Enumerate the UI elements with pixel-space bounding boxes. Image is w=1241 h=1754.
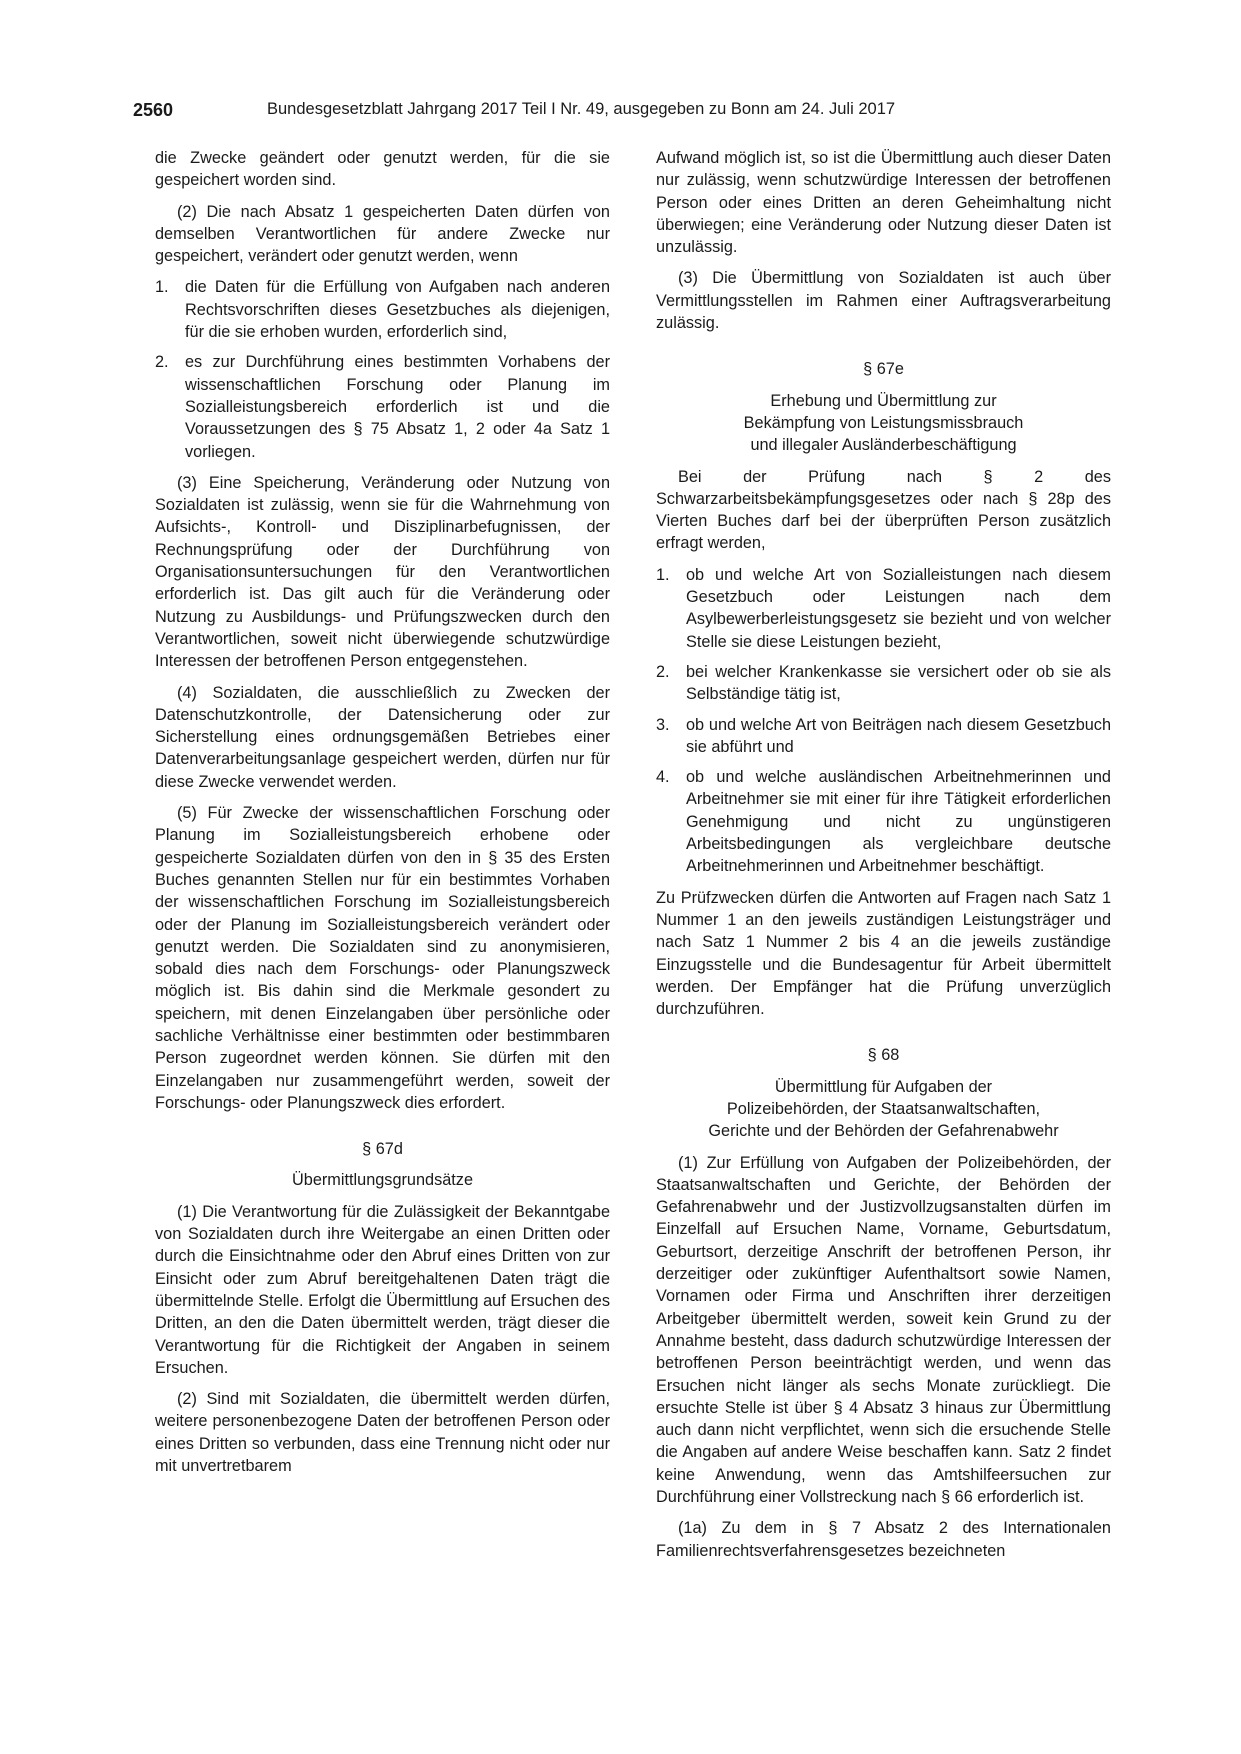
paragraph-continuation: Aufwand möglich ist, so ist die Übermittlung auch dieser Daten nur zulässig, wenn schutzwürdige Interessen der betroffenen Person oder eines Dritten an deren Geheimhaltung nicht überwiegen; eine Veränderung oder Nutzung dieser Daten ist unzulässig.: [656, 149, 1111, 257]
paragraph-67d-3: (3) Die Übermittlung von Sozialdaten ist auch über Vermittlungsstellen im Rahmen einer Auftragsverarbeitung zulässig.: [656, 269, 1111, 333]
paragraph-67e-closing: Zu Prüfzwecken dürfen die Antworten auf Fragen nach Satz 1 Nummer 1 an den jeweils zuständigen Leistungsträger und nach Satz 1 Nummer 2 bis 4 an die jeweils zuständige Einzugsstelle und die Bundesagentur für Arbeit übermittelt werden. Der Empfänger hat die Prüfung unverzüglich durchzuführen.: [656, 888, 1111, 1019]
list-item: [656, 714, 1111, 759]
list-item-text: ob und welche Art von Sozialleistungen nach diesem Gesetzbuch oder Leistungen nach dem Asylbewerberleistungsgesetz sie bezieht und von welcher Stelle sie diese Leistungen bezieht,: [686, 565, 1111, 651]
paragraph-68-1: (1) Zur Erfüllung von Aufgaben der Polizeibehörden, der Staatsanwaltschaften und Gerichte, der Behörden der Gefahrenabwehr und der Justizvollzugsanstalten dürfen im Einzelfall auf Ersuchen Name, Vorname, Geburtsdatum, Geburtsort, derzeitige Anschrift der betroffenen Person, ihr derzeitiger oder zukünftiger Aufenthaltsort sowie Namen, Vornamen oder Firma und Anschriften ihrer derzeitigen Arbeitgeber übermittelt werden, soweit kein Grund zu der Annahme besteht, dass dadurch schutzwürdige Interessen der betroffenen Person beeinträchtigt werden, und wenn das Ersuchen nicht länger als sechs Monate zurückliegt. Die ersuchte Stelle ist über § 4 Absatz 3 hinaus zur Übermittlung auch dann nicht verpflichtet, wenn sich die ersuchende Stelle die Angaben auf andere Weise beschaffen kann. Satz 2 findet keine Anwendung, wenn das Amtshilfeersuchen zur Durchführung einer Vollstreckung nach § 66 erforderlich ist.: [656, 1153, 1111, 1507]
section-title-line: Bekämpfung von Leistungsmissbrauch: [743, 413, 1024, 432]
paragraph-67e-intro: Bei der Prüfung nach § 2 des Schwarzarbeitsbekämpfungsgesetzes oder nach § 28p des Vierten Buches darf bei der überprüften Person zusätzlich erfragt werden,: [656, 467, 1111, 553]
list-item: [656, 661, 1111, 706]
section-heading-67d: § 67d: [362, 1140, 403, 1159]
list-item-text: ob und welche Art von Beiträgen nach diesem Gesetzbuch sie abführt und: [686, 715, 1111, 756]
section-title-line: Übermittlung für Aufgaben der: [774, 1077, 993, 1096]
paragraph-68-1a: (1a) Zu dem in § 7 Absatz 2 des Internationalen Familienrechtsverfahrensgesetzes bezeichneten: [656, 1519, 1111, 1560]
section-heading-67e: § 67e: [863, 360, 904, 379]
list-item-number: 4.: [656, 768, 670, 787]
list-item-number: 2.: [155, 353, 169, 372]
list-item-number: 1.: [656, 565, 670, 584]
paragraph-67d-1: (1) Die Verantwortung für die Zulässigkeit der Bekanntgabe von Sozialdaten durch ihre Weitergabe an einen Dritten oder durch die Einsichtnahme oder den Abruf eines Dritten von zur Einsicht oder zum Abruf bereitgehaltenen Daten trägt die übermittelnde Stelle. Erfolgt die Übermittlung auf Ersuchen des Dritten, an den die Daten übermittelt werden, trägt dieser die Verantwortung für die Richtigkeit der Angaben in seinem Ersuchen.: [155, 1202, 610, 1377]
list-item-number: 3.: [656, 715, 670, 734]
section-title-67d: Übermittlungsgrundsätze: [292, 1171, 473, 1190]
section-title-68: [656, 1076, 1111, 1143]
paragraph-4: (4) Sozialdaten, die ausschließlich zu Zwecken der Datenschutzkontrolle, der Datensicherung oder zur Sicherstellung eines ordnungsgemäßen Betriebes einer Datenverarbeitungsanlage gespeichert werden, dürfen nur für diese Zwecke verwendet werden.: [155, 683, 610, 791]
paragraph-3: (3) Eine Speicherung, Veränderung oder Nutzung von Sozialdaten ist zulässig, wenn sie für die Wahrnehmung von Aufsichts-, Kontroll- und Disziplinarbefugnissen, der Rechnungsprüfung oder der Durchführung von Organisationsuntersuchungen für den Verantwortlichen erforderlich ist. Das gilt auch für die Veränderung oder Nutzung zu Ausbildungs- und Prüfungszwecken durch den Verantwortlichen, soweit nicht überwiegende schutzwürdige Interessen der betroffenen Person entgegenstehen.: [155, 473, 610, 671]
paragraph-2: (2) Die nach Absatz 1 gespeicherten Daten dürfen von demselben Verantwortlichen für andere Zwecke nur gespeichert, verändert oder genutzt werden, wenn: [155, 202, 610, 266]
list-item-number: 2.: [656, 662, 670, 681]
list-item: [656, 564, 1111, 653]
list-item: [656, 766, 1111, 877]
list-item-number: 1.: [155, 278, 169, 297]
list-item-text: ob und welche ausländischen Arbeitnehmerinnen und Arbeitnehmer sie mit einer für ihre Tätigkeit erforderlichen Genehmigung und nicht zu ungünstigeren Arbeitsbedingungen als vergleichbare deutsche Arbeitnehmerinnen und Arbeitnehmer beschäftigt.: [686, 768, 1111, 876]
enumeration-list: [656, 564, 1111, 878]
running-head: Bundesgesetzblatt Jahrgang 2017 Teil I Nr. 49, ausgegeben zu Bonn am 24. Juli 2017: [267, 100, 896, 118]
paragraph-5: (5) Für Zwecke der wissenschaftlichen Forschung oder Planung im Sozialleistungsbereich erhobene oder gespeicherte Sozialdaten dürfen von den in § 35 des Ersten Buches genannten Stellen nur für ein bestimmtes Vorhaben der wissenschaftlichen Forschung im Sozialleistungsbereich oder der Planung im Sozialleistungsbereich verändert oder genutzt werden. Die Sozialdaten sind zu anonymisieren, sobald dies nach dem Forschungs- oder Planungszweck möglich ist. Bis dahin sind die Merkmale gesondert zu speichern, mit denen Einzelangaben über persönliche oder sachliche Verhältnisse einer bestimmten oder bestimmbaren Person zugeordnet werden können. Sie dürfen mit den Einzelangaben nur zusammengeführt werden, soweit der Forschungs- oder Planungszweck dies erfordert.: [155, 804, 610, 1112]
section-title-line: Gerichte und der Behörden der Gefahrenabwehr: [708, 1122, 1059, 1141]
enumeration-list: [155, 276, 610, 462]
section-title-line: Erhebung und Übermittlung zur: [770, 391, 997, 410]
section-title-67e: [656, 390, 1111, 457]
section-heading-68: § 68: [867, 1046, 900, 1065]
right-column: [656, 147, 1111, 1571]
list-item: [155, 351, 610, 462]
list-item-text: bei welcher Krankenkasse sie versichert oder ob sie als Selbständige tätig ist,: [686, 662, 1111, 704]
left-column: [155, 147, 610, 1486]
paragraph-continuation: die Zwecke geändert oder genutzt werden, für die sie gespeichert worden sind.: [155, 149, 610, 190]
paragraph-67d-2: (2) Sind mit Sozialdaten, die übermittelt werden dürfen, weitere personenbezogene Daten der betroffenen Person oder eines Dritten so verbunden, dass eine Trennung nicht oder nur mit unvertretbarem: [155, 1390, 610, 1476]
section-title-line: Polizeibehörden, der Staatsanwaltschaften,: [726, 1099, 1041, 1118]
list-item-text: die Daten für die Erfüllung von Aufgaben nach anderen Rechtsvorschriften dieses Gesetzbuches als diejenigen, für die sie erhoben wurden, erforderlich sind,: [185, 278, 610, 342]
list-item: [155, 276, 610, 343]
section-title-line: und illegaler Ausländerbeschäftigung: [750, 436, 1017, 455]
page-header: [133, 100, 1100, 126]
list-item-text: es zur Durchführung eines bestimmten Vorhabens der wissenschaftlichen Forschung oder Planung im Sozialleistungsbereich erforderlich ist und die Voraussetzungen des § 75 Absatz 1, 2 oder 4a Satz 1 vorliegen.: [185, 353, 610, 461]
page-number: 2560: [133, 100, 174, 120]
